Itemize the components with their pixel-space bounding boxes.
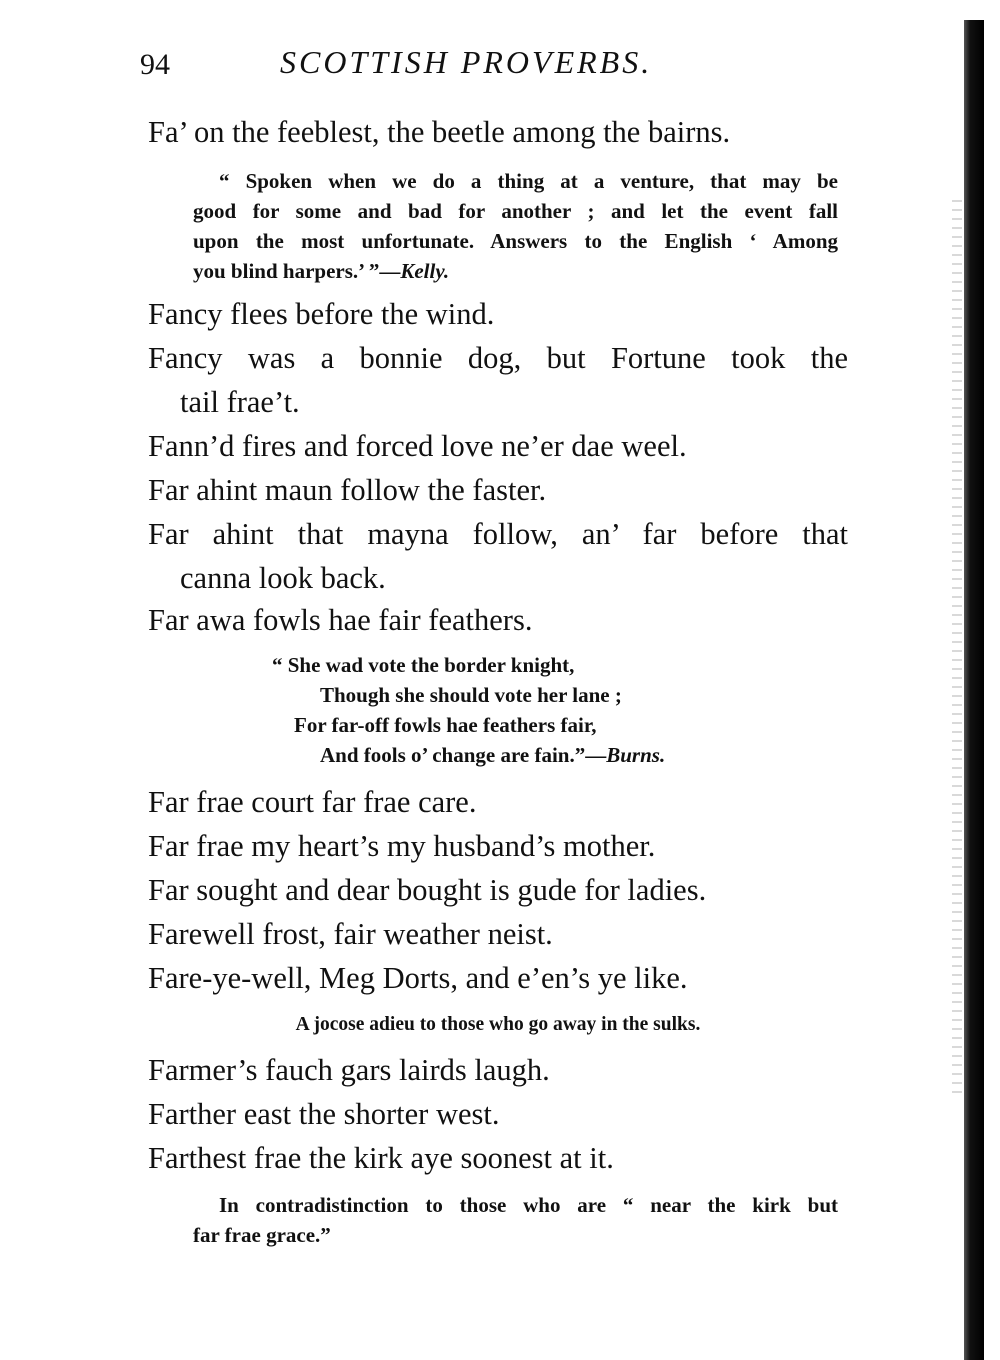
proverb-continuation: canna look back. [180, 561, 386, 595]
proverb-text: Fa’ on the feeblest, the beetle among the bairns. [148, 115, 731, 149]
proverb-entry [148, 424, 848, 468]
note-text: you blind harpers.’ ”— [193, 259, 401, 283]
verse-attribution: Burns. [606, 743, 666, 767]
proverb-text: Farthest frae the kirk aye soonest at it. [148, 1141, 614, 1175]
verse-line: Though she should vote her lane ; [320, 683, 622, 707]
note-line: upon the most unfortunate. Answers to the English ‘ Among [193, 229, 838, 253]
proverb-note [193, 166, 838, 286]
page-binding-shadow [964, 20, 984, 1360]
proverb-text: Far awa fowls hae fair feathers. [148, 603, 533, 637]
proverb-entry [148, 1092, 848, 1136]
proverb-text: Far ahint maun follow the faster. [148, 473, 547, 507]
proverb-entry [148, 868, 848, 912]
note-line [193, 256, 838, 286]
page-number: 94 [140, 48, 170, 81]
proverb-entry [148, 1136, 848, 1180]
running-head: SCOTTISH PROVERBS. [280, 44, 653, 80]
proverb-entry [148, 824, 848, 868]
proverb-text: Far frae court far frae care. [148, 785, 477, 819]
proverb-text: Far frae my heart’s my husband’s mother. [148, 829, 656, 863]
proverb-entry [148, 292, 848, 336]
note-line: good for some and bad for another ; and let the event fall [193, 199, 838, 223]
proverb-continuation: tail frae’t. [180, 385, 300, 419]
note-line: “ Spoken when we do a thing at a venture, that may be [219, 169, 838, 193]
note-line: In contradistinction to those who are “ near the kirk but [219, 1193, 838, 1217]
verse-text: And fools o’ change are fain.”— [320, 743, 607, 767]
proverb-text: Fancy was a bonnie dog, but Fortune took the [148, 341, 848, 375]
verse-line: For far-off fowls hae feathers fair, [294, 713, 597, 737]
proverb-entry [148, 1048, 848, 1092]
proverb-entry [148, 598, 848, 642]
page-header [140, 44, 840, 94]
proverb-text: Fancy flees before the wind. [148, 297, 495, 331]
verse-quotation [272, 650, 665, 770]
proverb-note [148, 1010, 848, 1040]
proverb-entry [148, 512, 848, 600]
proverb-text: Fare-ye-well, Meg Dorts, and e’en’s ye like. [148, 961, 688, 995]
proverb-note [193, 1190, 838, 1250]
proverb-text: Farther east the shorter west. [148, 1097, 500, 1131]
note-line: far frae grace.” [193, 1223, 331, 1247]
note-text: A jocose adieu to those who go away in the sulks. [295, 1014, 701, 1035]
proverb-entry [148, 912, 848, 956]
proverb-text: Far sought and dear bought is gude for ladies. [148, 873, 707, 907]
verse-line [272, 740, 665, 770]
proverb-entry [148, 468, 848, 512]
note-attribution: Kelly. [400, 259, 450, 283]
proverb-entry [148, 110, 848, 154]
proverb-entry [148, 956, 848, 1000]
proverb-text: Farmer’s fauch gars lairds laugh. [148, 1053, 550, 1087]
proverb-text: Fann’d fires and forced love ne’er dae weel. [148, 429, 687, 463]
page-edge-texture [952, 200, 962, 1100]
verse-line: “ She wad vote the border knight, [272, 653, 575, 677]
proverb-entry [148, 780, 848, 824]
proverb-entry [148, 336, 848, 424]
proverb-text: Far ahint that mayna follow, an’ far before that [148, 517, 848, 551]
proverb-text: Farewell frost, fair weather neist. [148, 917, 553, 951]
